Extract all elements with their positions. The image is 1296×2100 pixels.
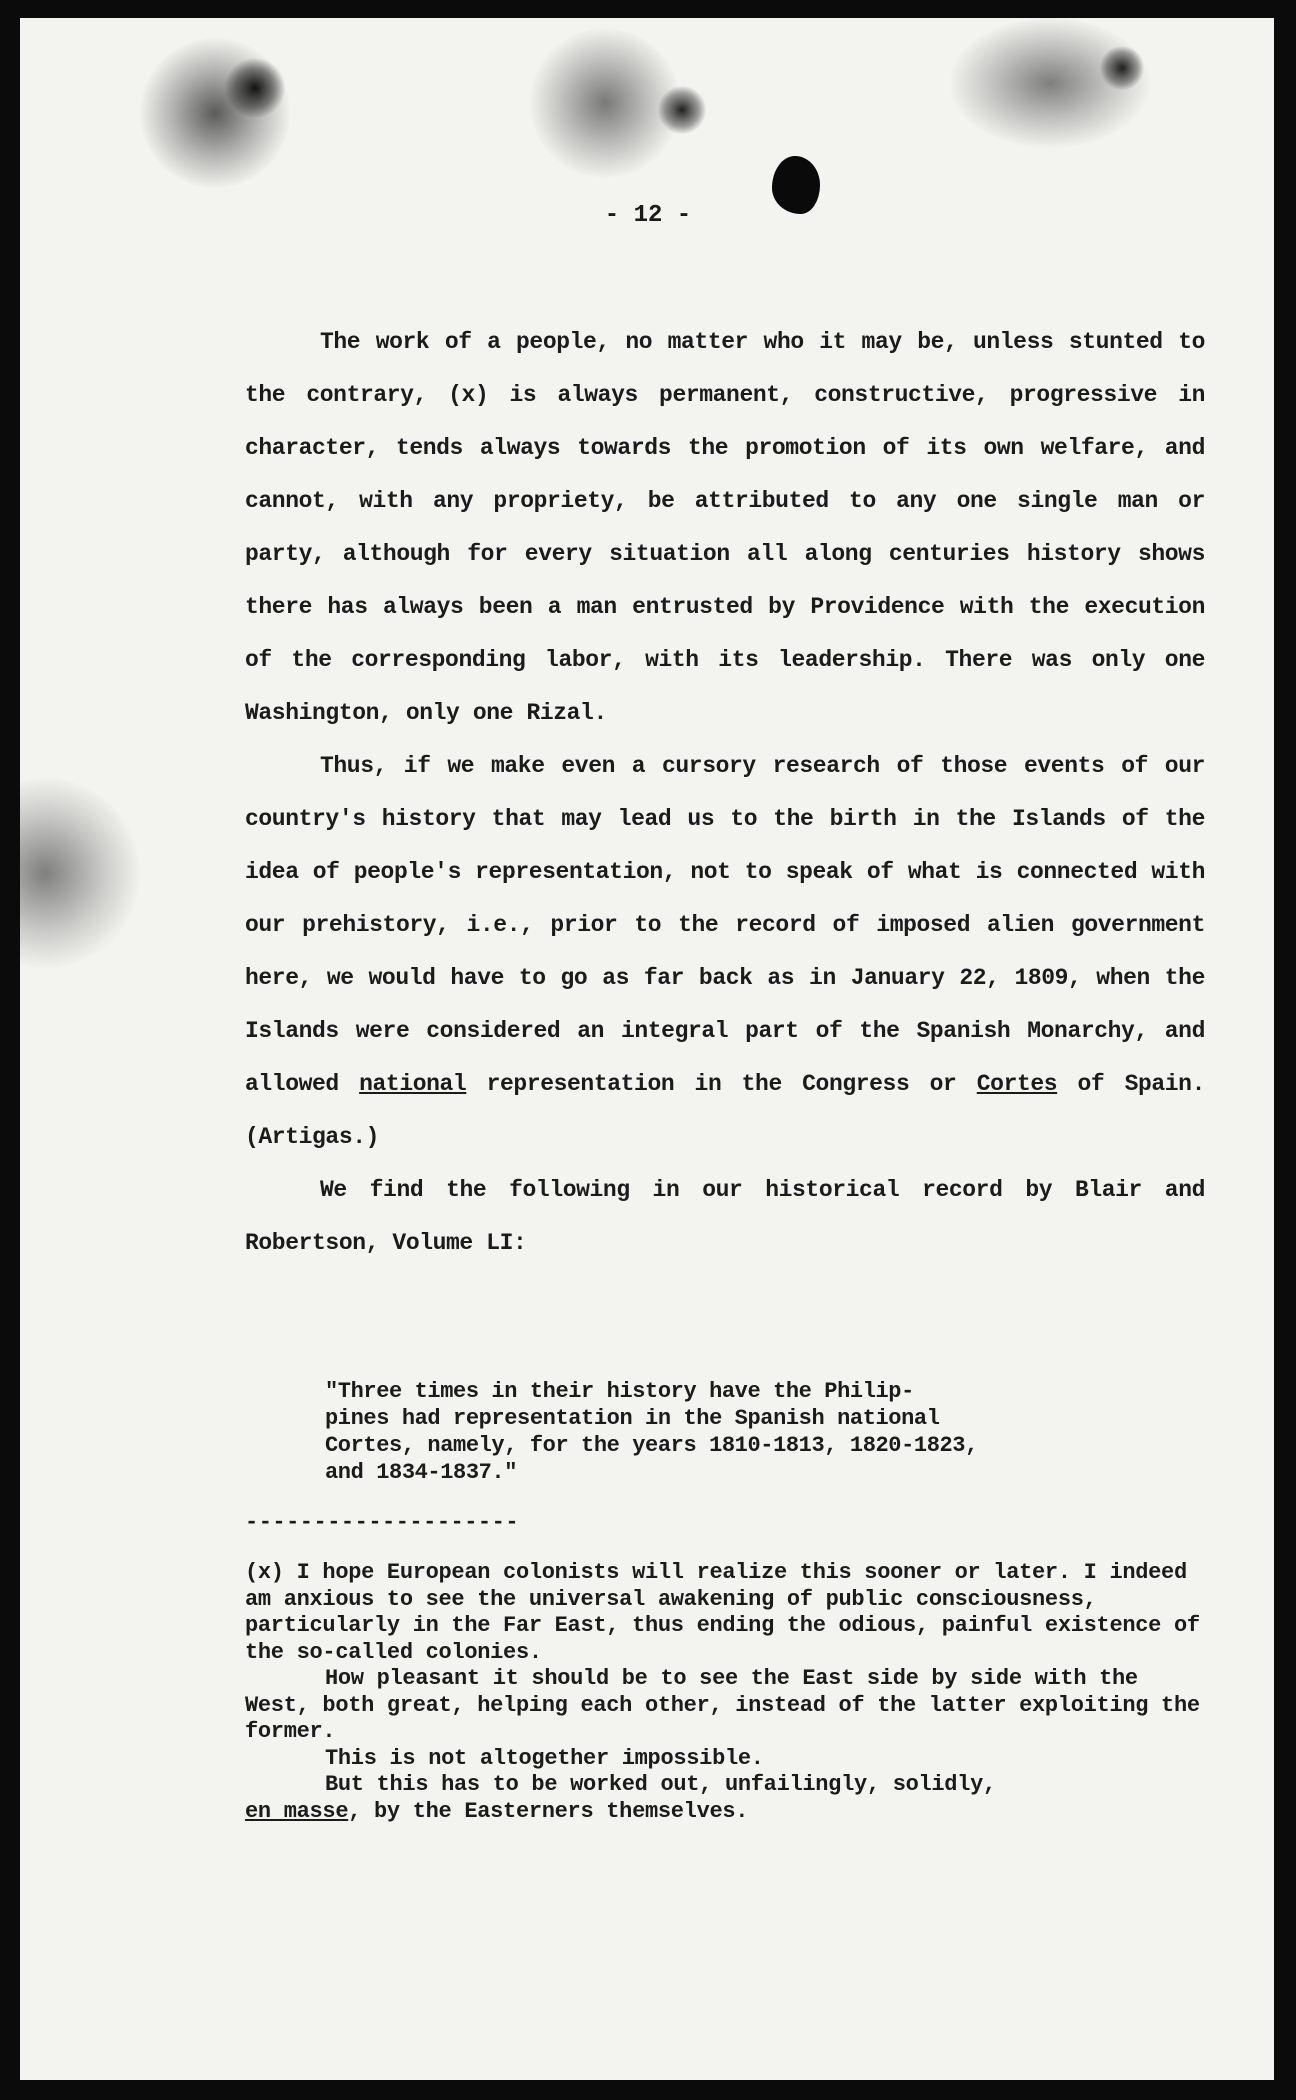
footnote-line-4-part-2: , by the Easterners themselves.	[348, 1798, 749, 1824]
ink-smudge	[950, 18, 1150, 148]
underlined-national: national	[359, 1071, 467, 1097]
ink-smudge	[20, 778, 140, 968]
footnote	[245, 1560, 1205, 1825]
paragraph-2-part-3: of Spain. (Artigas.)	[245, 1071, 1205, 1150]
underlined-cortes: Cortes	[976, 1071, 1058, 1097]
paragraph-2-part-2: representation in the Congress or	[466, 1071, 977, 1097]
footnote-line-3: This is not altogether impossible.	[325, 1745, 764, 1771]
paragraph-3: We find the following in our historical record by Blair and Robertson, Volume LI:	[245, 1177, 1205, 1256]
footnote-line-4-part-1: But this has to be worked out, unfailingly, solidly,	[325, 1772, 996, 1797]
ink-smudge	[1100, 46, 1144, 90]
ink-smudge	[225, 58, 285, 118]
footnote-separator: --------------------	[245, 1510, 520, 1535]
main-text	[245, 316, 1205, 1270]
block-quote: "Three times in their history have the Philip- pines had representation in the Spanish national Cortes, namely, for the years 1810-1813, 1820-1823, and 1834-1837."	[325, 1379, 978, 1485]
ink-smudge	[658, 86, 706, 134]
footnote-line-4	[245, 1772, 1205, 1825]
ink-smudge	[530, 28, 680, 178]
footnote-line-1: (x) I hope European colonists will realize this sooner or later. I indeed am anxious to see the universal awakening of public consciousness, particularly in the Far East, thus ending the odious, painful existence of the so-called colonies.	[245, 1560, 1200, 1665]
paragraph-2-part-1: Thus, if we make even a cursory research of those events of our country's history that may lead us to the birth in the Islands of the idea of people's representation, not to speak of what is connected with our prehistory, i.e., prior to the record of imposed alien government here, we would have to go as far back as in January 22, 1809, when the Islands were considered an integral part of the Spanish Monarchy, and allowed	[245, 753, 1205, 1097]
underlined-en-masse: en masse	[245, 1798, 349, 1824]
footnote-line-2: How pleasant it should be to see the East side by side with the West, both great, helping each other, instead of the latter exploiting the former.	[245, 1666, 1200, 1744]
paragraph-2	[245, 740, 1205, 1164]
paragraph-1: The work of a people, no matter who it may be, unless stunted to the contrary, (x) is always permanent, constructive, progressive in character, tends always towards the promotion of its own welfare, and cannot, with any propriety, be attributed to any one single man or party, although for every situation all along centuries history shows there has always been a man entrusted by Providence with the execution of the corresponding labor, with its leadership. There was only one Washington, only one Rizal.	[245, 329, 1205, 726]
ink-smudge	[140, 38, 290, 188]
page-number: - 12 -	[604, 202, 692, 229]
